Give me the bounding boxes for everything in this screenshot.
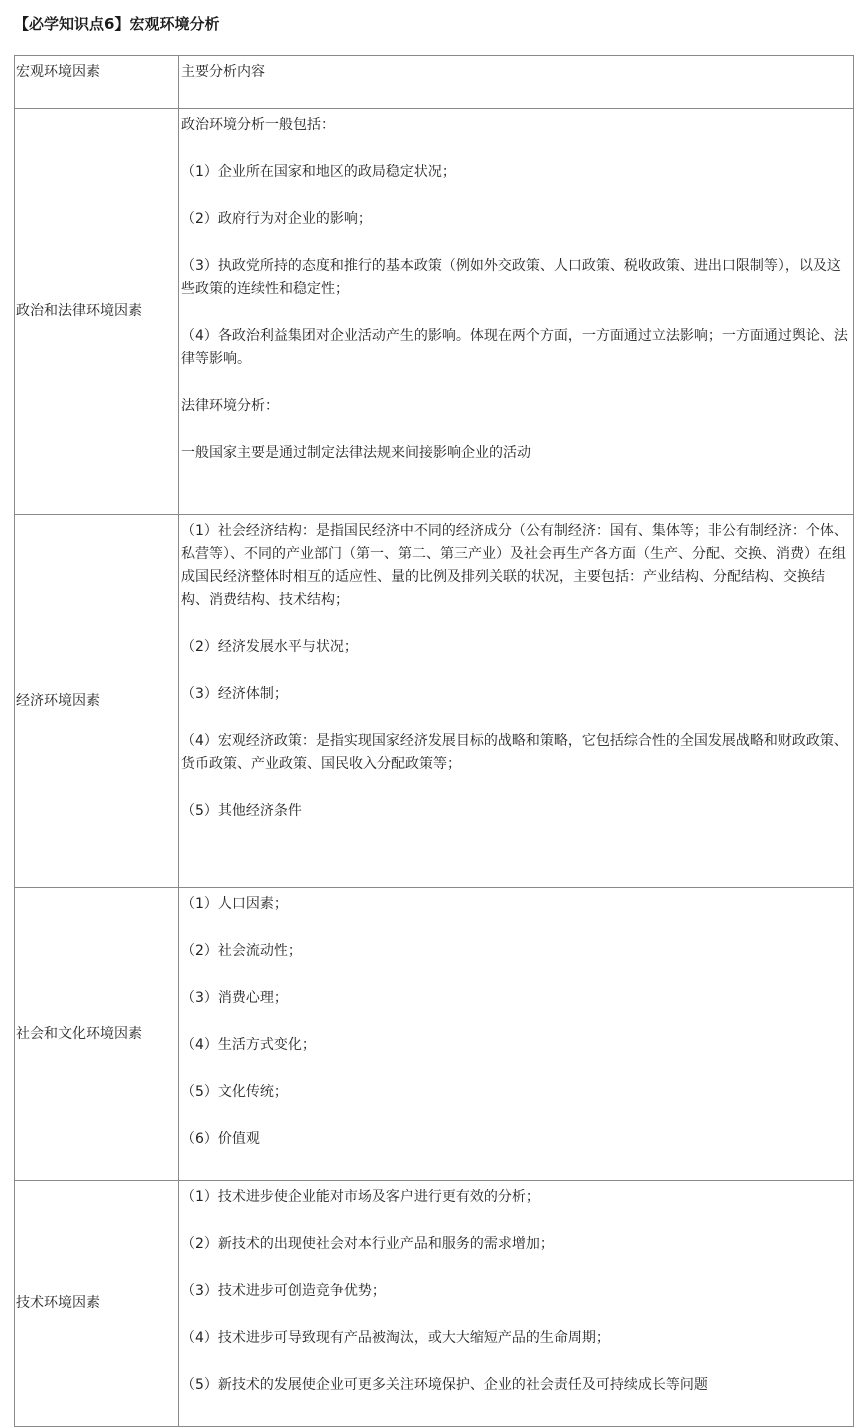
- macro-environment-table: [14, 55, 854, 1427]
- paragraph: （1）人口因素；: [181, 896, 288, 912]
- paragraph: （4）技术进步可导致现有产品被淘汰，或大大缩短产品的生命周期；: [181, 1330, 610, 1346]
- paragraph: （4）各政治利益集团对企业活动产生的影响。体现在两个方面，一方面通过立法影响；一方面通过舆论、法律等影响。: [181, 328, 848, 367]
- paragraph: （3）技术进步可创造竞争优势；: [181, 1283, 386, 1299]
- page-title: 【必学知识点6】宏观环境分析: [14, 15, 220, 33]
- content-cell: [179, 109, 854, 515]
- header-factor: 宏观环境因素: [15, 56, 179, 109]
- factor-cell: 政治和法律环境因素: [15, 109, 179, 515]
- table-row: [15, 1181, 854, 1427]
- paragraph: （6）价值观: [181, 1131, 260, 1147]
- paragraph: （1）企业所在国家和地区的政局稳定状况；: [181, 164, 456, 180]
- paragraph: （2）经济发展水平与状况；: [181, 639, 358, 655]
- content-cell: [179, 888, 854, 1181]
- paragraph: （3）消费心理；: [181, 990, 288, 1006]
- paragraph: 政治环境分析一般包括：: [181, 117, 335, 133]
- paragraph: 法律环境分析：: [181, 398, 279, 414]
- paragraph: （2）新技术的出现使社会对本行业产品和服务的需求增加；: [181, 1236, 554, 1252]
- paragraph: （5）新技术的发展使企业可更多关注环境保护、企业的社会责任及可持续成长等问题: [181, 1377, 708, 1393]
- paragraph: （4）宏观经济政策：是指实现国家经济发展目标的战略和策略，它包括综合性的全国发展战略和财政政策、货币政策、产业政策、国民收入分配政策等；: [181, 733, 848, 772]
- paragraph: 一般国家主要是通过制定法律法规来间接影响企业的活动: [181, 445, 531, 461]
- content-cell: [179, 515, 854, 888]
- table-row: [15, 888, 854, 1181]
- paragraph: （2）政府行为对企业的影响；: [181, 211, 372, 227]
- paragraph: （3）执政党所持的态度和推行的基本政策（例如外交政策、人口政策、税收政策、进出口限制等），以及这些政策的连续性和稳定性；: [181, 258, 841, 297]
- paragraph: （3）经济体制；: [181, 686, 288, 702]
- paragraph: （2）社会流动性；: [181, 943, 302, 959]
- content-cell: [179, 1181, 854, 1427]
- factor-cell: 社会和文化环境因素: [15, 888, 179, 1181]
- factor-cell: 经济环境因素: [15, 515, 179, 888]
- table-row: [15, 109, 854, 515]
- table-header-row: [15, 56, 854, 109]
- header-content: 主要分析内容: [179, 56, 854, 109]
- paragraph: （1）技术进步使企业能对市场及客户进行更有效的分析；: [181, 1189, 540, 1205]
- paragraph: （4）生活方式变化；: [181, 1037, 316, 1053]
- paragraph: （5）其他经济条件: [181, 803, 302, 819]
- factor-cell: 技术环境因素: [15, 1181, 179, 1427]
- table-row: [15, 515, 854, 888]
- paragraph: （5）文化传统；: [181, 1084, 288, 1100]
- paragraph: （1）社会经济结构：是指国民经济中不同的经济成分（公有制经济：国有、集体等；非公有制经济：个体、私营等）、不同的产业部门（第一、第二、第三产业）及社会再生产各方面（生产、分配、交换、消费）在组成国民经济整体时相互的适应性、量的比例及排列关联的状况，主要包括：产业结构、分配结构、交换结构、消费结构、技术结构；: [181, 523, 848, 608]
